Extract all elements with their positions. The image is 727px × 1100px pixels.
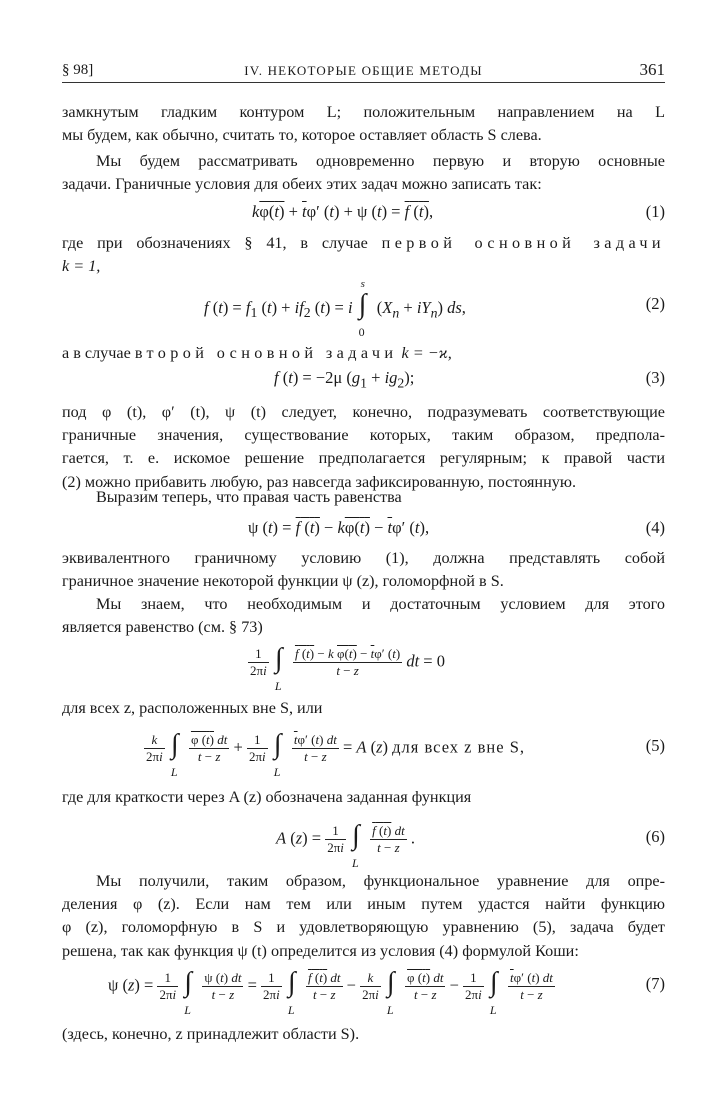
paragraph-12 [62,1023,665,1046]
text-line: (2) можно прибавить любую, раз навсегда зафиксированную, постоянную. [62,472,576,491]
text-line: является равенство (см. § 73) [62,618,263,637]
integral-sign: ∫ L [386,966,395,1017]
paragraph-1 [62,101,665,147]
equation-5 [62,724,665,778]
paragraph-4 [62,342,665,365]
text-line: Мы получили, таким образом, функциональное уравнение для опре- [96,872,665,890]
text-line: решена, так как функция ψ (t) определится из условия (4) формулой Коши: [62,941,579,960]
text-line: мы будем, как обычно, считать то, которое оставляет область S слева. [62,126,542,145]
page-number: 361 [639,60,665,79]
equation-3 [62,366,665,392]
equation-2 [62,278,665,339]
text-line: Выразим теперь, что правая часть равенства [96,488,402,506]
equation-6 [62,815,665,869]
equation-3-number: (3) [645,368,665,387]
integral-sign: ∫ L [274,642,283,693]
section-ref: § 98] [62,62,94,78]
text-line: (здесь, конечно, z принадлежит области S). [62,1025,360,1043]
paragraph-5 [62,401,665,494]
integral-sign: s ∫ 0 [358,278,367,339]
paragraph-9 [62,697,665,720]
integral-sign: ∫ L [170,728,179,779]
paragraph-10 [62,786,665,809]
integral-sign: ∫ L [273,728,282,779]
text-line: задачи. Граничные условия для обеих этих задач можно записать так: [62,175,542,194]
text-line: замкнутым гладким контуром L; положительным направлением на L [62,103,665,121]
chapter-title: IV. НЕКОТОРЫЕ ОБЩИЕ МЕТОДЫ [244,63,483,78]
text-line: k = 1, [62,257,101,276]
integral-sign: ∫ L [184,966,192,1017]
equation-5-number: (5) [645,736,665,755]
equation-cauchy-condition [62,638,665,692]
equation-4-body: ψ (t) = f $(t) - k\varphi(t) - \overline{t}\varphi'$ (t), [248,518,430,537]
equation-3-body: f (t) = −2μ $(g_1 + ig_2)$; [274,368,415,391]
running-header [62,60,665,83]
text-line: эквивалентного граничному условию (1), должна представлять собой [62,549,665,567]
equation-4 [62,514,665,544]
text-line: где при обозначениях § 41, в случае первой основной задачи [62,234,665,252]
integral-sign: ∫ L [287,966,296,1017]
integral-sign: ∫ L [352,819,360,870]
text-line: деления φ (z). Если нам тем или иным путем удастся найти функцию [62,895,665,914]
equation-4-number: (4) [645,518,665,537]
paragraph-7 [62,547,665,593]
text-line: для всех z, расположенных вне S, или [62,699,323,717]
equation-1 [62,198,665,228]
equation-2-number: (2) [645,294,665,313]
text-line: гается, т. е. искомое решение предполагается регулярным; к правой части [62,449,665,468]
text-line: под φ (t), φ′ (t), ψ (t) следует, конечно, подразумевать соответствующие [62,403,665,421]
text-line: граничные значения, существование которых, таким образом, предпола- [62,426,665,445]
paragraph-3 [62,232,665,278]
equation-7-number: (7) [645,974,665,993]
equation-1-body: $k\varphi(t) + \overline{t}\varphi'$ (t) + ψ (t) = f (t), [252,202,434,221]
paragraph-8 [62,593,665,639]
equation-cauchy-body: $\frac{1}{2\pi i}$ ∫ L $\frac{f (t) - k \varphi(t) - \overline{t}\varphi' (t)}{t - z}$ dt = 0 [250,642,445,693]
text-line: Мы будем рассматривать одновременно первую и вторую основные [96,152,665,170]
text-line: граничное значение некоторой функции ψ (z), голоморфной в S. [62,572,504,591]
text-line: φ (z), голоморфную в S и удовлетворяющую уравнению (5), задача будет [62,918,665,937]
text-line: Мы знаем, что необходимым и достаточным условием для этого [96,595,665,613]
equation-2-body: f $(t) = f_1$ $(t) + if_2$ (t) = i s ∫ 0 $(X_n + iY_n)$ ds, [204,278,466,339]
equation-7-body: ψ (z) = $\frac{1}{2\pi i}$ ∫ L $\frac{\psi (t) dt}{t - z}$ = $\frac{1}{2\pi i}$ ∫ L $\frac{f (t) dt}{t - z}$ − $\frac{k}{2\pi i}$ ∫ L $\frac{\varphi (t) dt}{t - z}$ − $\frac{1}{2\pi i}$ ∫ L $\frac{\overline{t}\varphi' (t) dt}{t - z}$ [108,966,553,1017]
equation-1-number: (1) [645,202,665,221]
equation-7 [62,962,665,1020]
equation-6-number: (6) [645,827,665,846]
equation-6-body: A (z) = $\frac{1}{2\pi i}$ ∫ L $\frac{f (t) dt}{t - z}$ . [276,819,415,870]
equation-5-body: $\frac{k}{2\pi i}$ ∫ L $\frac{\varphi (t) dt}{t - z}$ + $\frac{1}{2\pi i}$ ∫ L $\frac{\overline{t}\varphi' (t) dt}{t - z}$ = A (z) для всех z вне S, [146,728,526,779]
paragraph-6 [62,486,665,509]
integral-sign: ∫ L [489,966,498,1017]
paragraph-11 [62,870,665,963]
text-line: где для краткости через A (z) обозначена заданная функция [62,788,472,806]
paragraph-2 [62,150,665,196]
text-line: а в случае второй основной задачи k = −ϰ, [62,344,452,362]
